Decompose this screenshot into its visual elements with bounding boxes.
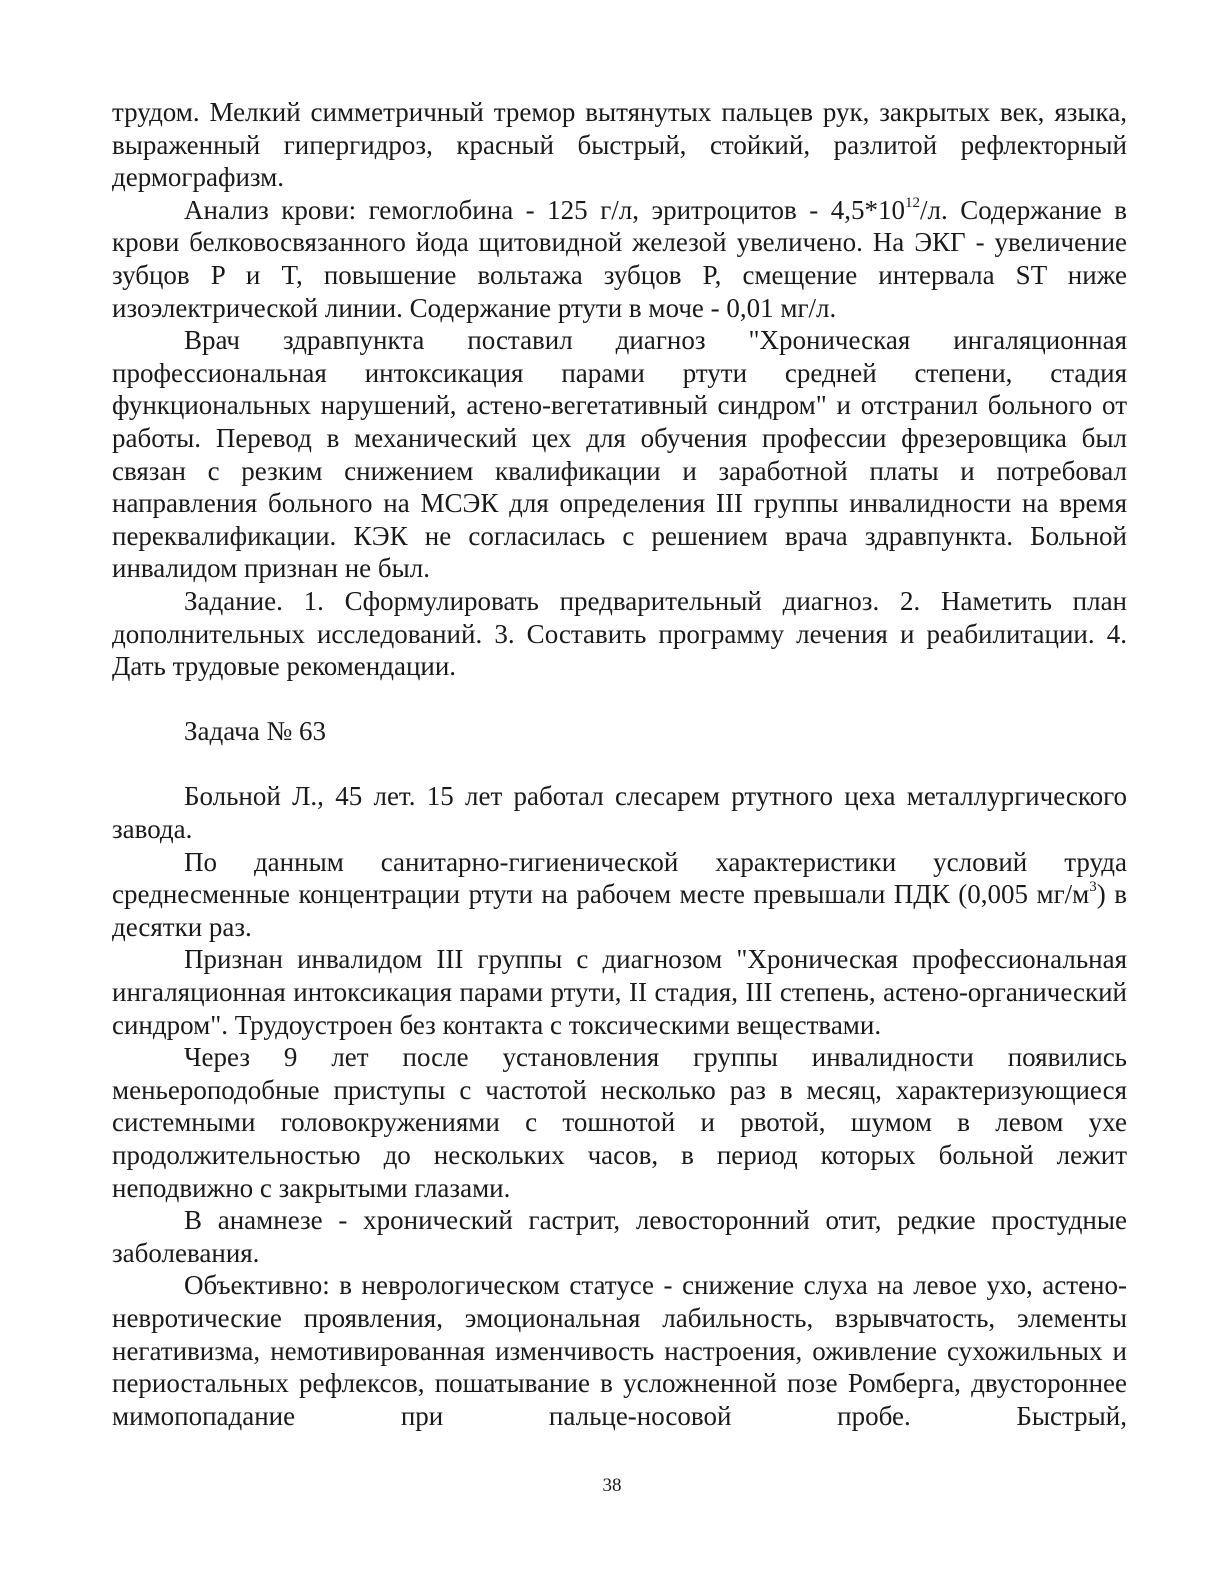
paragraph-gap xyxy=(112,748,1127,781)
sanitary-text: По данным санитарно-гигиенической характеристики условий труда среднесменные концентрации ртути на рабочем месте превышали ПДК (0,005 мг/м xyxy=(112,846,1127,910)
disability-paragraph: Признан инвалидом III группы с диагнозом "Хроническая профессиональная ингаляционная интоксикация парами ртути, II стадия, III степень, астено-органический синдром". Трудоустроен без контакта с токсическими веществами. xyxy=(112,944,1127,1040)
task-heading: Задача № 63 xyxy=(184,716,326,747)
patient-paragraph: Больной Л., 45 лет. 15 лет работал слесарем ртутного цеха металлургического завода. xyxy=(112,781,1127,845)
objective-paragraph: Объективно: в неврологическом статусе - снижение слуха на левое ухо, астено-невротические проявления, эмоциональная лабильность, взрывчатость, элементы негативизма, немотивированная изменчивость настроения, оживление сухожильных и периостальных рефлексов, пошатывание в усложненной позе Ромберга, двустороннее мимопопадание при пальце-носовой пробе. Быстрый, xyxy=(112,1270,1127,1431)
exponent-superscript: 12 xyxy=(905,194,921,211)
blood-analysis-paragraph xyxy=(112,194,1127,324)
blood-analysis-text-cont: /л. Содержание в крови белковосвязанного йода щитовидной железой увеличено. На ЭКГ - увеличение зубцов P и T, повышение вольтажа зубцов P, смещение интервала ST ниже изоэлектрической линии. Содержание ртути в моче - 0,01 мг/л. xyxy=(112,194,1127,323)
sanitary-paragraph xyxy=(112,846,1127,944)
page-number: 38 xyxy=(602,1475,622,1496)
anamnesis-paragraph: В анамнезе - хронический гастрит, левосторонний отит, редкие простудные заболевания. xyxy=(112,1205,1127,1268)
document-page xyxy=(112,96,1127,1432)
paragraph-gap xyxy=(112,683,1127,716)
blood-analysis-text: Анализ крови: гемоглобина - 125 г/л, эритроцитов - 4,5*10 xyxy=(184,194,906,225)
task-assignment-paragraph: Задание. 1. Сформулировать предварительный диагноз. 2. Наметить план дополнительных исследований. 3. Составить программу лечения и реабилитации. 4. Дать трудовые рекомендации. xyxy=(112,585,1127,682)
sanitary-text-cont: ) в десятки раз. xyxy=(112,879,1127,942)
doctor-diagnosis-paragraph: Врач здравпункта поставил диагноз "Хроническая ингаляционная профессиональная интоксикация парами ртути средней степени, стадия функциональных нарушений, астено-вегетативный синдром" и отстранил больного от работы. Перевод в механический цех для обучения профессии фрезеровщика был связан с резким снижением квалификации и заработной платы и потребовал направления больного на МСЭК для определения III группы инвалидности на время переквалификации. КЭК не согласилась с решением врача здравпункта. Больной инвалидом признан не был. xyxy=(112,325,1127,584)
continuation-paragraph: трудом. Мелкий симметричный тремор вытянутых пальцев рук, закрытых век, языка, выраженный гипергидроз, красный быстрый, стойкий, разлитой рефлекторный дермографизм. xyxy=(112,97,1127,193)
cubic-superscript: 3 xyxy=(1089,879,1097,896)
attacks-paragraph: Через 9 лет после установления группы инвалидности появились меньероподобные приступы с частотой несколько раз в месяц, характеризующиеся системными головокружениями с тошнотой и рвотой, шумом в левом ухе продолжительностью до нескольких часов, в период которых больной лежит неподвижно с закрытыми глазами. xyxy=(112,1042,1127,1203)
